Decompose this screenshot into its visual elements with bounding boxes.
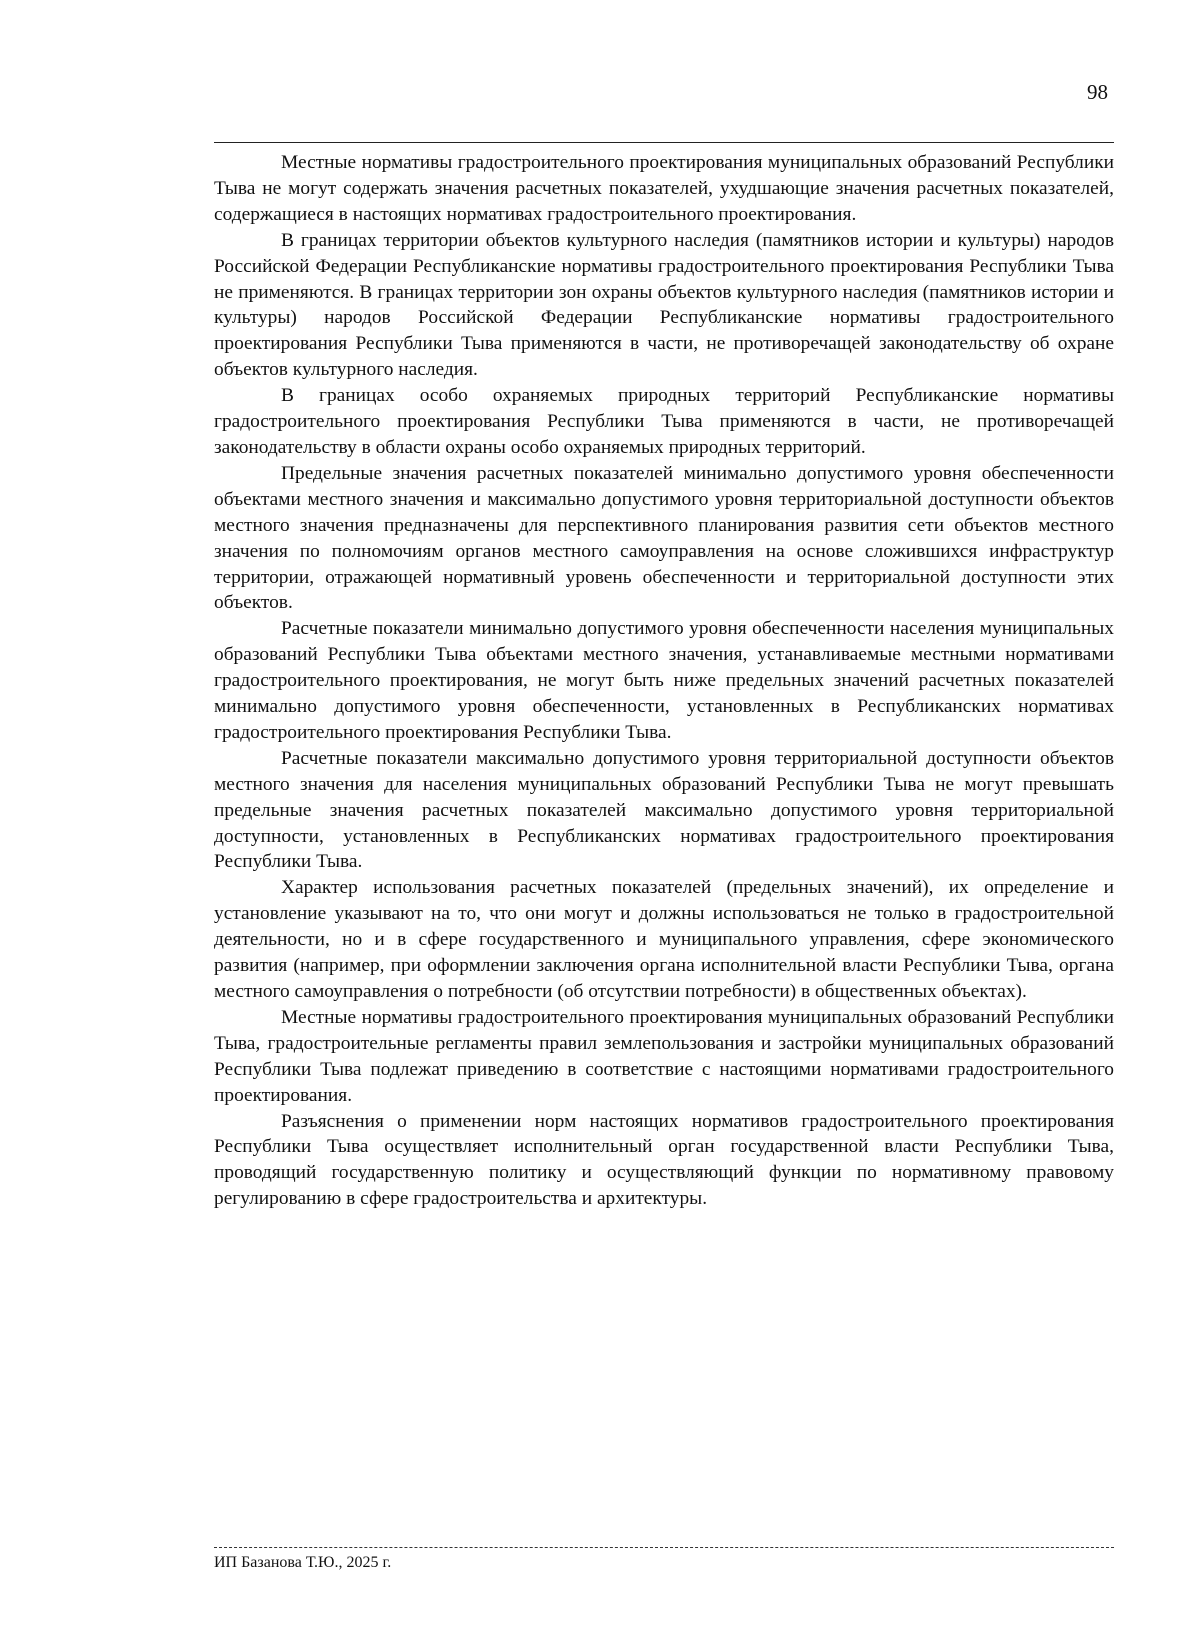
header-divider	[214, 142, 1114, 143]
document-body	[214, 150, 1114, 1212]
paragraph-limit-values-purpose: Предельные значения расчетных показателей минимально допустимого уровня обеспеченности объектами местного значения и максимально допустимого уровня территориальной доступности объектов местного значения предназначены для перспективного планирования развития сети объектов местного значения по полномочиям органов местного самоуправления на основе сложившихся инфраструктур территории, отражающей нормативный уровень обеспеченности и территориальной доступности этих объектов.	[214, 462, 1114, 614]
footer-author: ИП Базанова Т.Ю., 2025 г.	[214, 1554, 392, 1571]
paragraph-maximum-accessibility: Расчетные показатели максимально допустимого уровня территориальной доступности объектов местного значения для населения муниципальных образований Республики Тыва не могут превышать предельные значения расчетных показателей максимально допустимого уровня территориальной доступности, установленных в Республиканских нормативах градостроительного проектирования Республики Тыва.	[214, 747, 1114, 873]
paragraph-usage-character: Характер использования расчетных показателей (предельных значений), их определение и установление указывают на то, что они могут и должны использоваться не только в градостроительной деятельности, но и в сфере государственного и муниципального управления, сфере экономического развития (например, при оформлении заключения органа исполнительной власти Республики Тыва, органа местного самоуправления о потребности (об отсутствии потребности) в общественных объектах).	[214, 877, 1114, 1002]
footer-divider	[214, 1547, 1114, 1548]
paragraph-conformity: Местные нормативы градостроительного проектирования муниципальных образований Республики Тыва, градостроительные регламенты правил землепользования и застройки муниципальных образований Республики Тыва подлежат приведению в соответствие с настоящими нормативами градостроительного проектирования.	[214, 1006, 1114, 1106]
page-number: 98	[1087, 80, 1108, 104]
paragraph-protected-areas: В границах особо охраняемых природных территорий Республиканские нормативы градостроительного проектирования Республики Тыва применяются в части, не противоречащей законодательству в области охраны особо охраняемых природных территорий.	[214, 385, 1114, 458]
paragraph-local-standards-limits: Местные нормативы градостроительного проектирования муниципальных образований Республики Тыва не могут содержать значения расчетных показателей, ухудшающие значения расчетных показателей, содержащиеся в настоящих нормативах градостроительного проектирования.	[214, 152, 1114, 225]
paragraph-cultural-heritage: В границах территории объектов культурного наследия (памятников истории и культуры) народов Российской Федерации Республиканские нормативы градостроительного проектирования Республики Тыва не применяются. В границах территории зон охраны объектов культурного наследия (памятников истории и культуры) народов Российской Федерации Республиканские нормативы градостроительного проектирования Республики Тыва применяются в части, не противоречащей законодательству об охране объектов культурного наследия.	[214, 229, 1114, 381]
paragraph-clarifications: Разъяснения о применении норм настоящих нормативов градостроительного проектирования Республики Тыва осуществляет исполнительный орган государственной власти Республики Тыва, проводящий государственную политику и осуществляющий функции по нормативному правовому регулированию в сфере градостроительства и архитектуры.	[214, 1110, 1114, 1210]
paragraph-minimum-provision: Расчетные показатели минимально допустимого уровня обеспеченности населения муниципальных образований Республики Тыва объектами местного значения, устанавливаемые местными нормативами градостроительного проектирования, не могут быть ниже предельных значений расчетных показателей минимально допустимого уровня обеспеченности, установленных в Республиканских нормативах градостроительного проектирования Республики Тыва.	[214, 618, 1114, 743]
